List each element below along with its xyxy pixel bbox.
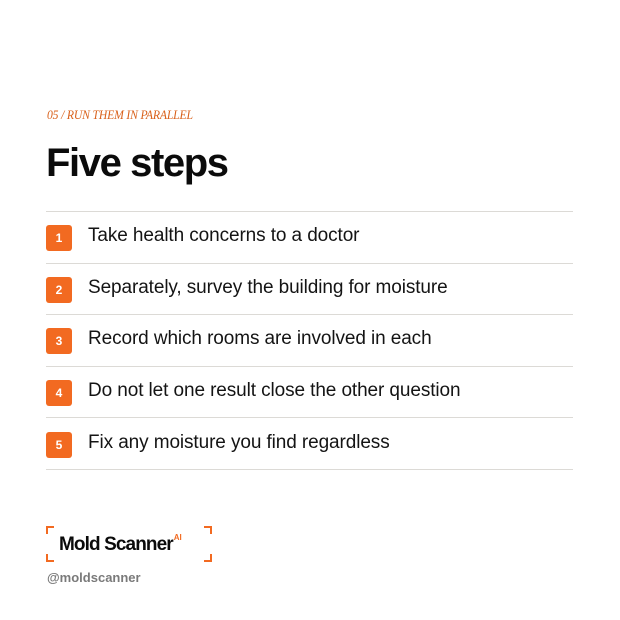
eyebrow-label: 05 / RUN THEM IN PARALLEL	[47, 107, 193, 122]
social-handle: @moldscanner	[47, 570, 141, 585]
step-number-badge: 3	[46, 328, 72, 354]
brand-ai-suffix: AI	[173, 533, 182, 542]
step-item-2	[46, 264, 573, 316]
step-number-badge: 4	[46, 380, 72, 406]
brand-name	[59, 534, 182, 556]
step-number-badge: 5	[46, 432, 72, 458]
frame-corner-icon	[46, 526, 54, 534]
step-item-5	[46, 418, 573, 470]
brand-name-text: Mold Scanner	[59, 534, 173, 555]
step-text: Take health concerns to a doctor	[88, 225, 360, 247]
step-text: Record which rooms are involved in each	[88, 328, 432, 350]
frame-corner-icon	[204, 526, 212, 534]
steps-list	[46, 211, 573, 470]
step-number-badge: 2	[46, 277, 72, 303]
frame-corner-icon	[46, 554, 54, 562]
step-item-3	[46, 315, 573, 367]
step-item-1	[46, 212, 573, 264]
step-text: Do not let one result close the other question	[88, 380, 461, 402]
step-text: Fix any moisture you find regardless	[88, 431, 390, 453]
step-item-4	[46, 367, 573, 419]
step-text: Separately, survey the building for moisture	[88, 276, 448, 298]
step-number-badge: 1	[46, 225, 72, 251]
brand-logo	[46, 526, 212, 562]
frame-corner-icon	[204, 554, 212, 562]
page-title: Five steps	[46, 141, 228, 185]
